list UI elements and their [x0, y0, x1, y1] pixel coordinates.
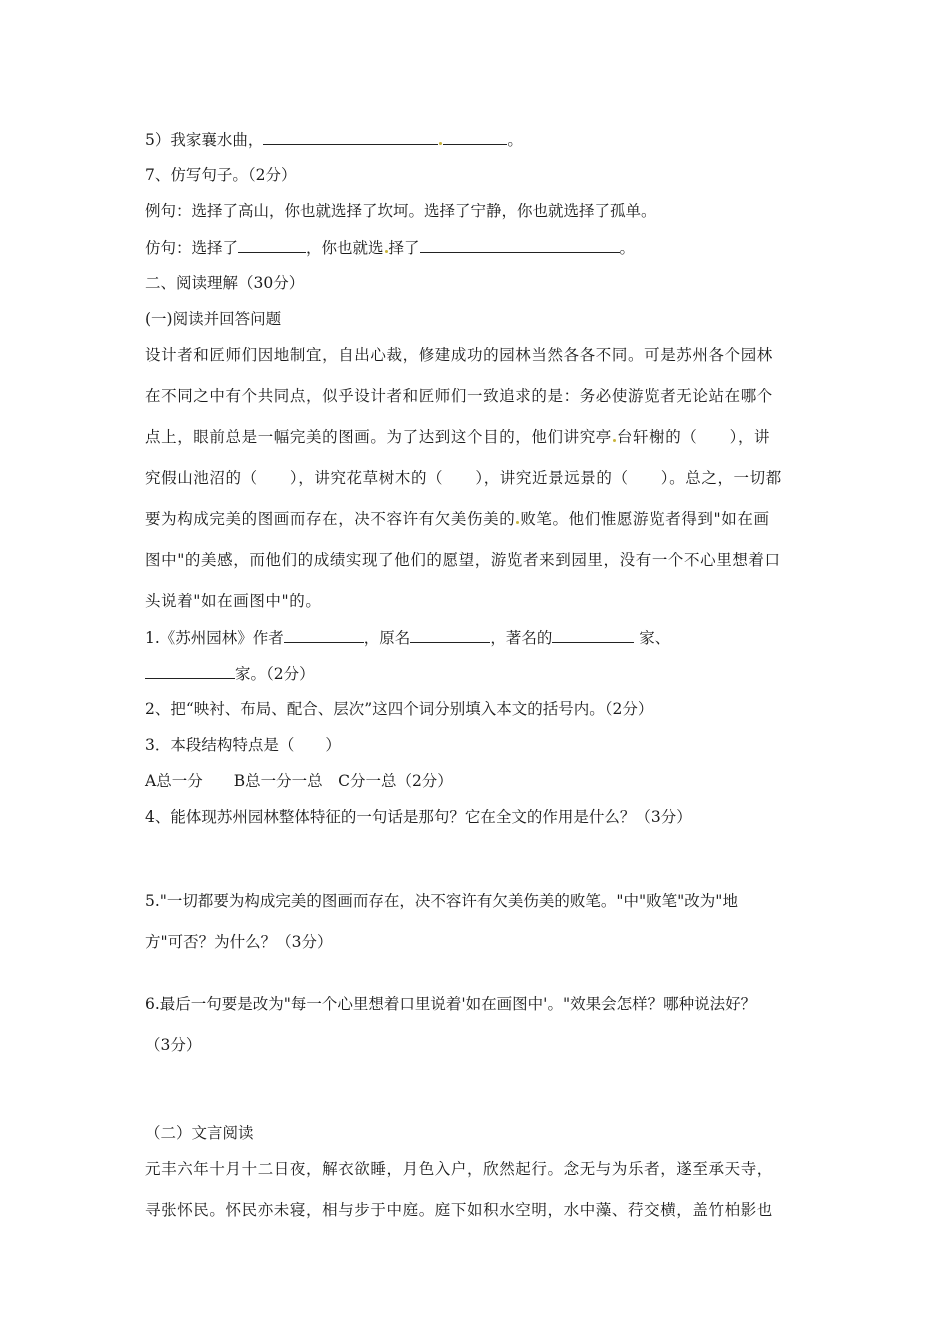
- q7-answer-blank-2[interactable]: [420, 237, 620, 253]
- q7-imitate-mid: ，你也就选: [306, 239, 384, 257]
- q1-blank-original-name[interactable]: [410, 627, 490, 643]
- passage-line-7: 头说着"如在画图中"的。: [145, 592, 322, 610]
- question-5-line-1: 5."一切都要为构成完美的图画而存在，决不容许有欠美伤美的败笔。"中"败笔"改为"地: [145, 892, 738, 910]
- part2-title: （二）文言阅读: [145, 1124, 254, 1142]
- passage-line-3: [145, 427, 770, 447]
- passage-line-6: 图中"的美感，而他们的成绩实现了他们的愿望，游览者来到园里，没有一个不心里想着口: [145, 551, 781, 569]
- classical-line-1: 元丰六年十月十二日夜，解衣欲睡，月色入户，欣然起行。念无与为乐者，遂至承天寺，: [145, 1160, 773, 1178]
- decorative-dot: [439, 142, 442, 145]
- passage-line-3b: 台轩榭的（ ），讲: [616, 428, 771, 446]
- part1-title: (一)阅读并回答问题: [145, 310, 282, 328]
- classical-line-2: 寻张怀民。怀民亦未寝，相与步于中庭。庭下如积水空明，水中藻、荇交横，盖竹柏影也: [145, 1201, 773, 1219]
- q5-item: [145, 129, 523, 150]
- passage-line-5a: 要为构成完美的图画而存在，决不容许有欠美伤美的: [145, 510, 516, 528]
- decorative-dot: [613, 439, 616, 442]
- question-3: 3．本段结构特点是（ ）: [145, 736, 341, 754]
- q1-part-c: ，著名的: [490, 629, 553, 647]
- q7-title: 7、仿写句子。（2分）: [145, 166, 297, 184]
- question-5-line-2: 方"可否？为什么？（3分）: [145, 933, 333, 951]
- q7-imitate: [145, 237, 635, 258]
- q7-imitate-end: 。: [619, 239, 636, 257]
- q1-blank-author[interactable]: [284, 627, 364, 643]
- passage-line-5: [145, 509, 770, 529]
- question-6-line-2: （3分）: [145, 1036, 202, 1054]
- q1-part-e: 家。（2分）: [235, 665, 315, 683]
- q7-imitate-mid2: 择了: [388, 239, 420, 257]
- q7-imitate-prefix: 仿句：选择了: [145, 239, 239, 257]
- passage-line-3a: 点上，眼前总是一幅完美的图画。为了达到这个目的，他们讲究亭: [145, 428, 612, 446]
- section2-title: 二、阅读理解（30分）: [145, 274, 305, 292]
- q7-example: 例句：选择了高山，你也就选择了坎坷。选择了宁静，你也就选择了孤单。: [145, 202, 657, 220]
- q1-part-a: 1.《苏州园林》作者: [145, 629, 284, 647]
- q5-answer-blank-2[interactable]: [443, 129, 507, 145]
- q5-item-prefix: 5）我家襄水曲，: [145, 131, 264, 149]
- question-1: [145, 627, 670, 648]
- question-3-options: A总一分 B总一分一总 C分一总（2分）: [145, 772, 453, 790]
- q5-item-end: 。: [507, 131, 523, 149]
- q1-part-d: 家、: [634, 629, 671, 647]
- q1-blank-famous-1[interactable]: [552, 627, 634, 643]
- q5-answer-blank-1[interactable]: [263, 129, 438, 145]
- question-2: 2、把“映衬、布局、配合、层次”这四个词分别填入本文的括号内。（2分）: [145, 700, 654, 718]
- decorative-dot: [385, 250, 388, 253]
- question-4: 4、能体现苏州园林整体特征的一句话是那句？它在全文的作用是什么？（3分）: [145, 808, 692, 826]
- question-1-cont: [145, 663, 315, 684]
- question-6-line-1: 6.最后一句要是改为"每一个心里想着口里说着'如在画图中'。"效果会怎样？哪种说法好？: [145, 995, 757, 1013]
- passage-line-5b: 败笔。他们惟愿游览者得到"如在画: [520, 510, 770, 528]
- passage-line-1: 设计者和匠师们因地制宜，自出心裁，修建成功的园林当然各各不同。可是苏州各个园林: [145, 346, 773, 364]
- decorative-dot: [516, 521, 519, 524]
- q1-part-b: ，原名: [363, 629, 411, 647]
- passage-line-2: 在不同之中有个共同点，似乎设计者和匠师们一致追求的是：务必使游览者无论站在哪个: [145, 387, 773, 405]
- q1-blank-famous-2[interactable]: [145, 663, 235, 679]
- q7-answer-blank-1[interactable]: [238, 237, 306, 253]
- passage-line-4: 究假山池沼的（ ），讲究花草树木的（ ），讲究近景远景的（ ）。总之，一切都: [145, 469, 782, 487]
